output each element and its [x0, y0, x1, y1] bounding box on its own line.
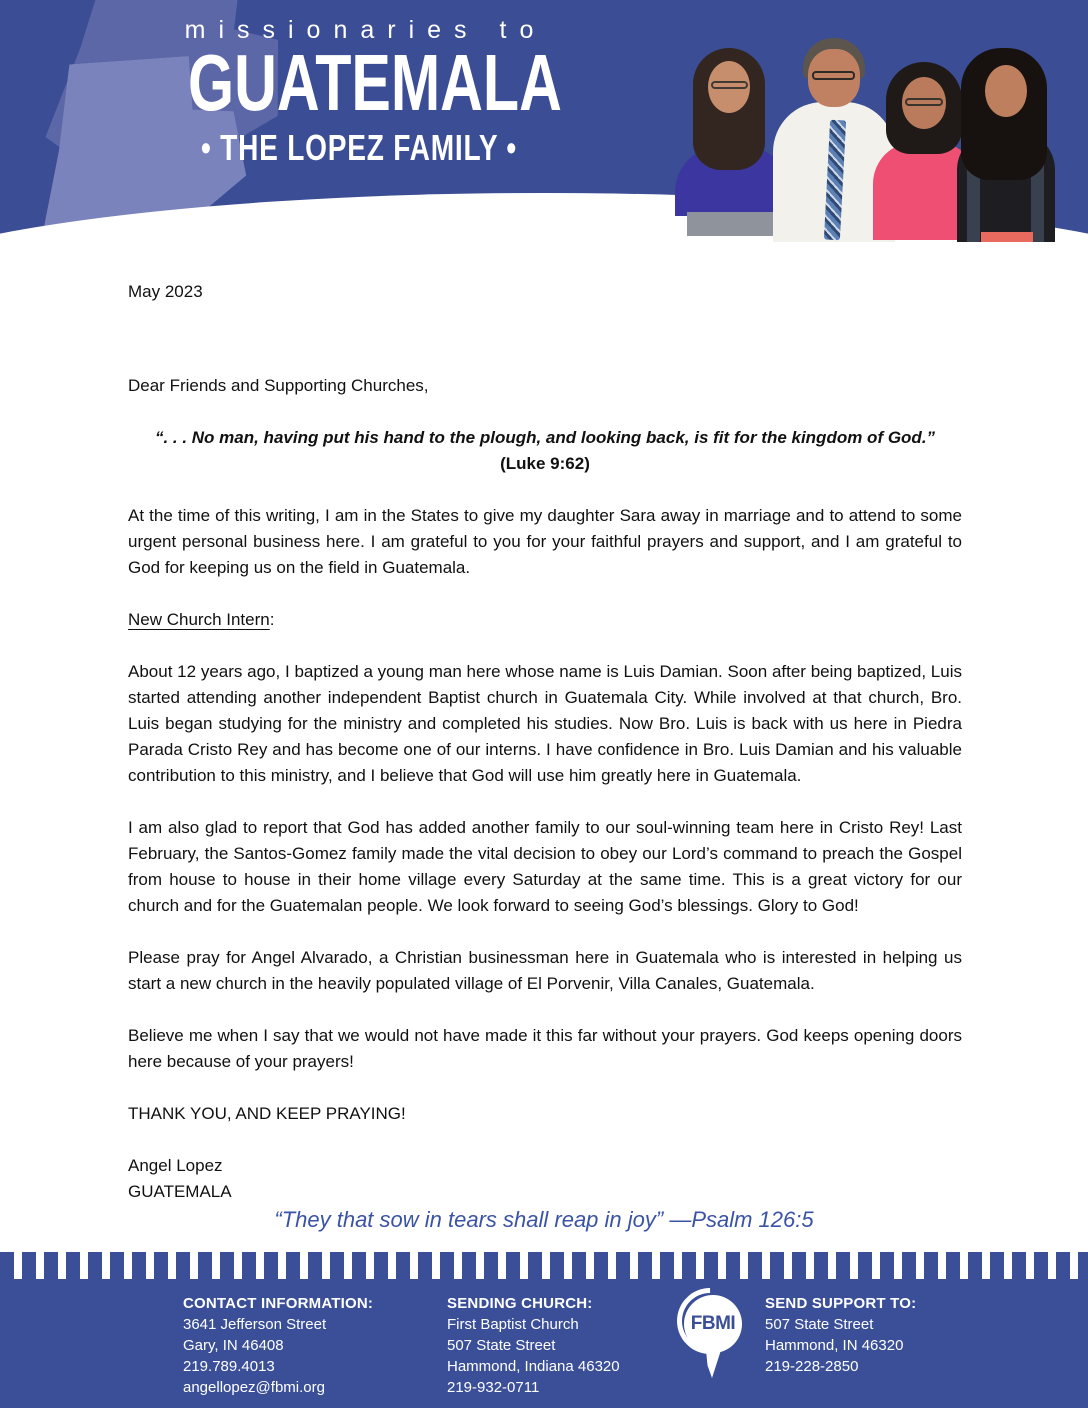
contact-address-line: Gary, IN 46408 [183, 1337, 284, 1354]
family-photo [645, 30, 1055, 242]
contact-email: angellopez@fbmi.org [183, 1379, 325, 1396]
scripture-text: “. . . No man, having put his hand to the plough, and looking back, is fit for the kingdom of God.” [154, 428, 936, 447]
striped-divider [0, 1252, 1088, 1279]
glasses-icon [711, 81, 748, 89]
letter-paragraph: Believe me when I say that we would not have made it this far without your prayers. God keeps opening doors here because of your prayers! [128, 1026, 962, 1071]
fbmi-logo-tail [706, 1350, 721, 1378]
letter-paragraph: At the time of this writing, I am in the States to give my daughter Sara away in marriage and to attend to some urgent personal business here. I am grateful to you for your faithful prayers and support, and I am grateful to God for keeping us on the field in Guatemala. [128, 506, 962, 577]
glasses-icon [812, 71, 855, 80]
psalm-quote: “They that sow in tears shall reap in joy” —Psalm 126:5 [274, 1207, 814, 1232]
letter-paragraph: About 12 years ago, I baptized a young man here whose name is Luis Damian. Soon after being baptized, Luis started attending another independent Baptist church in Guatemala City. While involved at that church, Bro. Luis began studying for the ministry and completed his studies. Now Bro. Luis is back with us here in Piedra Parada Cristo Rey and has become one of our interns. I have confidence in Bro. Luis Damian and his valuable contribution to this ministry, and I believe that God will use him greatly here in Guatemala. [128, 662, 962, 785]
sending-church-block [447, 1293, 620, 1398]
fbmi-logo [682, 1291, 760, 1391]
family-member-daughter-2 [957, 48, 1057, 242]
scripture-quote [128, 425, 962, 477]
glasses-icon [905, 98, 943, 106]
person-skirt [687, 212, 775, 236]
church-name: First Baptist Church [447, 1316, 579, 1333]
section-heading: New Church Intern: [128, 610, 275, 629]
scripture-reference: (Luke 9:62) [500, 454, 590, 473]
support-phone: 219-228-2850 [765, 1358, 859, 1375]
sending-church-heading: SENDING CHURCH: [447, 1295, 593, 1312]
signature-country: GUATEMALA [128, 1182, 232, 1201]
church-phone: 219-932-0711 [447, 1379, 540, 1396]
person-skirt [981, 232, 1033, 242]
letter-greeting: Dear Friends and Supporting Churches, [128, 376, 429, 395]
contact-information-block [183, 1293, 373, 1398]
church-address-line: 507 State Street [447, 1337, 556, 1354]
letter-closing: THANK YOU, AND KEEP PRAYING! [128, 1104, 406, 1123]
contact-address-line: 3641 Jefferson Street [183, 1316, 327, 1333]
signature-name: Angel Lopez [128, 1156, 223, 1175]
fbmi-logo-circle: FBMI [684, 1295, 742, 1353]
letter-body [0, 258, 1088, 1231]
support-address-line: Hammond, IN 46320 [765, 1337, 904, 1354]
contact-phone: 219.789.4013 [183, 1358, 275, 1375]
masthead [0, 0, 1088, 258]
contact-information-heading: CONTACT INFORMATION: [183, 1295, 374, 1312]
letter-paragraph: I am also glad to report that God has added another family to our soul-winning team here in Cristo Rey! Last February, the Santos-Gomez family made the vital decision to obey our Lord’s command to preach the Gospel from house to house in their home village every Saturday at the same time. This is a great victory for our church and for the Guatemalan people. We look forward to seeing God’s blessings. Glory to God! [128, 818, 962, 915]
send-support-heading: SEND SUPPORT TO: [765, 1295, 917, 1312]
logo-family-name: • THE LOPEZ FAMILY • [200, 127, 518, 168]
ministry-logo [128, 16, 590, 169]
logo-tagline: missionaries to [184, 16, 547, 44]
letter-paragraph: Please pray for Angel Alvarado, a Christian businessman here in Guatemala who is interested in helping us start a new church in the heavily populated village of El Porvenir, Villa Canales, Guatemala. [128, 948, 962, 993]
support-address-line: 507 State Street [765, 1316, 874, 1333]
logo-country: GUATEMALA [188, 38, 562, 127]
send-support-block [765, 1293, 916, 1377]
church-address-line: Hammond, Indiana 46320 [447, 1358, 620, 1375]
page-footer [0, 1279, 1088, 1408]
letter-date: May 2023 [128, 282, 203, 301]
person-face [985, 65, 1027, 117]
